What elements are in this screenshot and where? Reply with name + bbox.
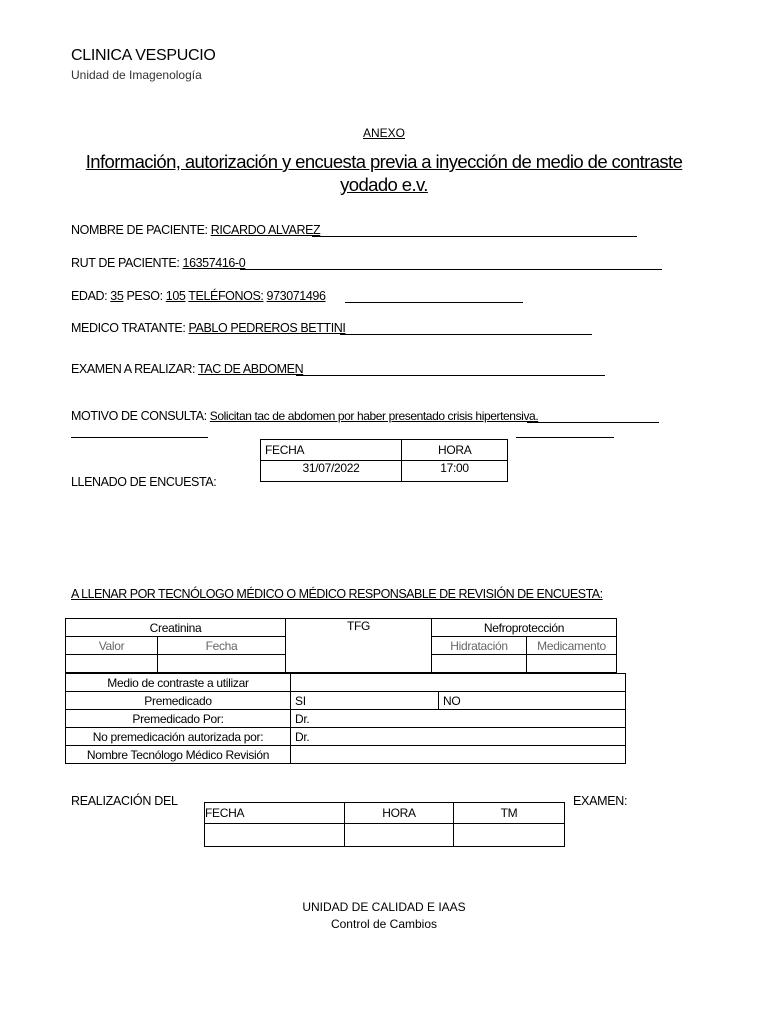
tfg-header: TFG [286, 619, 432, 673]
exam-line [296, 375, 605, 376]
patient-name-value: RICARDO ALVAREZ [210, 223, 321, 237]
medicamento-header: Medicamento [527, 637, 617, 655]
hidratacion-cell [432, 655, 527, 673]
reviewer-name-value [291, 746, 626, 764]
patient-rut-value: 16357416-0 [182, 256, 246, 270]
medicamento-cell [527, 655, 617, 673]
footer-unit: UNIDAD DE CALIDAD E IAAS [302, 900, 466, 914]
realizacion-tm-header: TM [454, 803, 565, 824]
reason-value: Solicitan tac de abdomen por haber presentado crisis hipertensiva. [209, 409, 539, 423]
doctor-line [340, 334, 592, 335]
weight-label: PESO: [126, 289, 163, 303]
premedicated-by-label: Premedicado Por: [66, 710, 291, 728]
phone-label: TELÉFONOS: [188, 289, 264, 303]
lab-table [65, 618, 617, 673]
exam-row [71, 362, 303, 376]
doctor-row [71, 321, 346, 335]
unit-name: Unidad de Imagenología [71, 68, 202, 82]
contrast-table [65, 673, 626, 764]
realizacion-fecha-header: FECHA [205, 803, 345, 824]
premedicated-by-value: Dr. [291, 710, 626, 728]
reason-line-3 [516, 437, 614, 438]
review-heading: A LLENAR POR TECNÓLOGO MÉDICO O MÉDICO RESPONSABLE DE REVISIÓN DE ENCUESTA: [71, 587, 603, 601]
survey-table [260, 439, 508, 482]
survey-date-value: 31/07/2022 [261, 461, 402, 482]
contrast-medium-value [291, 674, 626, 692]
realizacion-hora-cell [345, 824, 454, 847]
premedicated-no: NO [439, 692, 626, 710]
reason-row [71, 409, 538, 423]
exam-label: EXAMEN A REALIZAR: [71, 362, 196, 376]
phone-value: 973071496 [266, 289, 326, 303]
creatinina-header: Creatinina [66, 619, 286, 637]
survey-date-header: FECHA [261, 440, 402, 461]
contrast-medium-label: Medio de contraste a utilizar [66, 674, 291, 692]
no-premedication-label: No premedicación autorizada por: [66, 728, 291, 746]
patient-rut-line [240, 269, 662, 270]
document-title: Información, autorización y encuesta previa a inyección de medio de contraste yodado e.v. [85, 151, 683, 195]
anexo-label: ANEXO [362, 126, 405, 140]
reviewer-name-label: Nombre Tecnólogo Médico Revisión [66, 746, 291, 764]
nefroproteccion-header: Nefroprotección [432, 619, 617, 637]
valor-header: Valor [66, 637, 158, 655]
patient-rut-label: RUT DE PACIENTE: [71, 256, 180, 270]
reason-label: MOTIVO DE CONSULTA: [71, 409, 207, 423]
exam-value: TAC DE ABDOMEN [197, 362, 304, 376]
patient-name-line [312, 236, 637, 237]
premedicated-label: Premedicado [66, 692, 291, 710]
fecha-header: Fecha [158, 637, 286, 655]
weight-value: 105 [165, 289, 186, 303]
patient-name-row [71, 223, 320, 237]
age-value: 35 [110, 289, 124, 303]
reason-line [527, 422, 659, 423]
realizacion-fecha-cell [205, 824, 345, 847]
hidratacion-header: Hidratación [432, 637, 527, 655]
patient-age-weight-phone-row [71, 289, 326, 303]
no-premedication-value: Dr. [291, 728, 626, 746]
realizacion-label-right: EXAMEN: [573, 794, 628, 808]
footer-change-control: Control de Cambios [330, 917, 438, 931]
realizacion-hora-header: HORA [345, 803, 454, 824]
realizacion-tm-cell [454, 824, 565, 847]
phone-line [345, 302, 523, 303]
age-label: EDAD: [71, 289, 108, 303]
clinic-name: CLINICA VESPUCIO [71, 47, 216, 64]
survey-time-value: 17:00 [402, 461, 508, 482]
valor-cell [66, 655, 158, 673]
survey-label: LLENADO DE ENCUESTA: [71, 475, 217, 489]
patient-name-label: NOMBRE DE PACIENTE: [71, 223, 208, 237]
doctor-value: PABLO PEDREROS BETTINI [188, 321, 346, 335]
realizacion-table [204, 802, 565, 847]
reason-line-2 [71, 437, 208, 438]
fecha-cell [158, 655, 286, 673]
premedicated-yes: SI [291, 692, 439, 710]
doctor-label: MEDICO TRATANTE: [71, 321, 186, 335]
realizacion-label-left: REALIZACIÓN DEL [71, 794, 178, 808]
survey-time-header: HORA [402, 440, 508, 461]
patient-rut-row [71, 256, 245, 270]
